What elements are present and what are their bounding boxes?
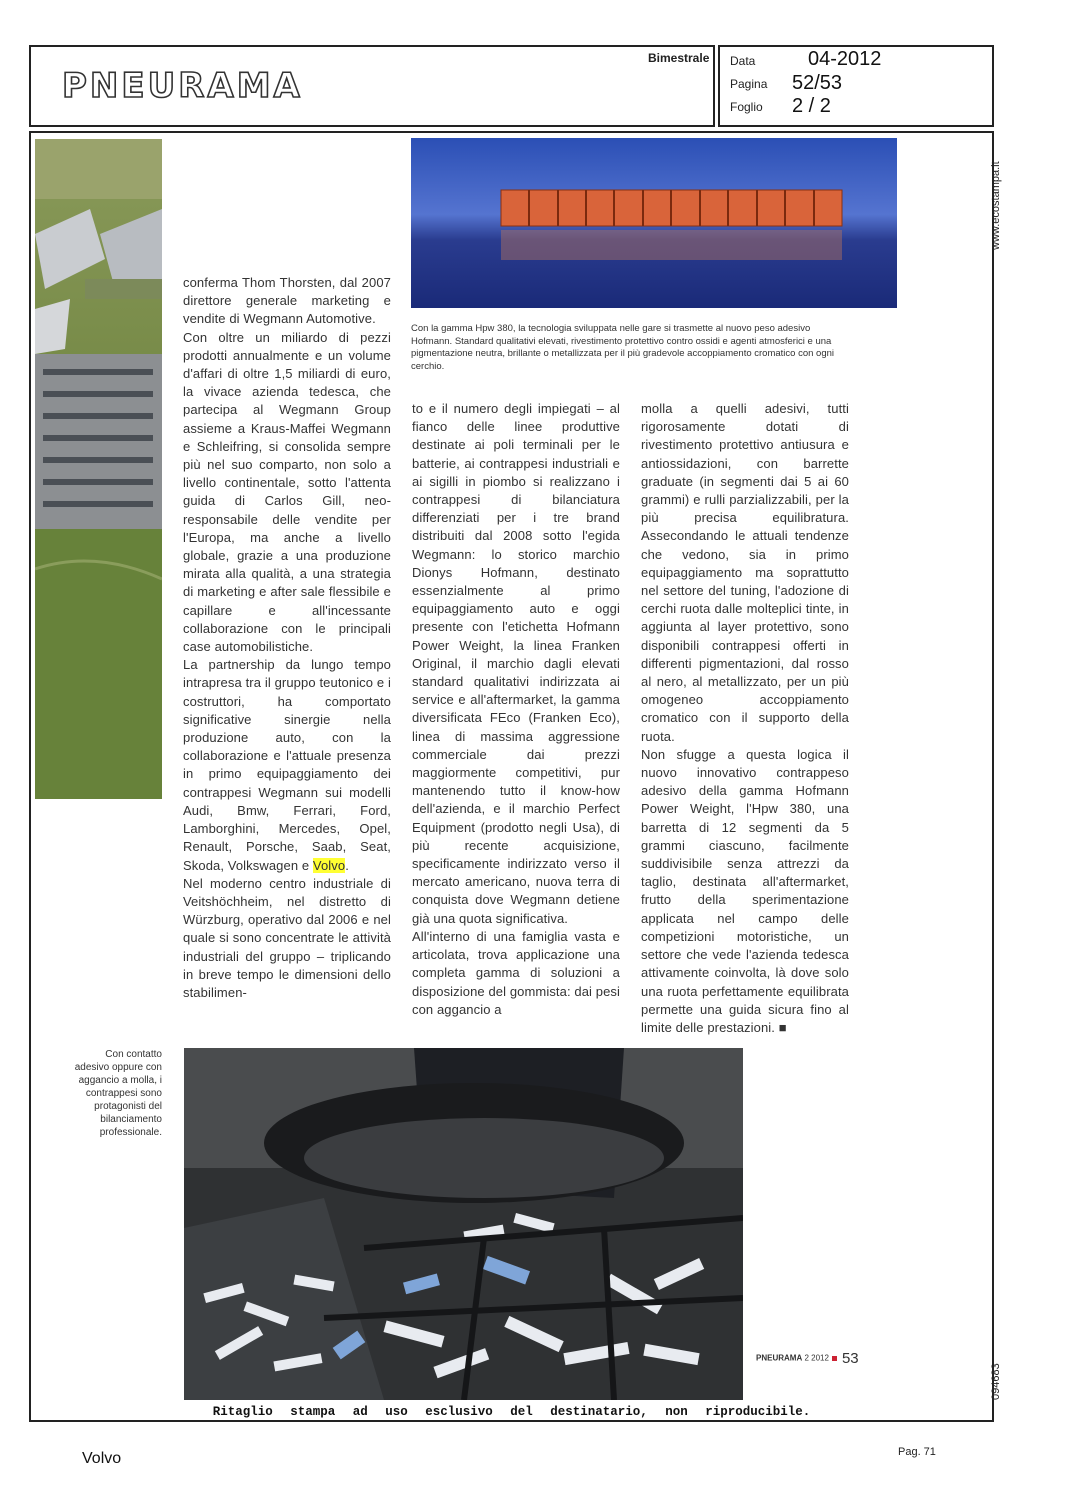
col1-paragraph: Nel moderno centro industriale di Veitshöchheim, nel distretto di Würzburg, operativo dal 2006 e nel quale si sono concentrate le attività industriali del gruppo – triplicando in breve tempo le dimensioni dello stabilimen- — [183, 875, 391, 1000]
article-column-3 — [641, 400, 849, 1037]
pagina-value: 52/53 — [792, 72, 843, 94]
col2-paragraph: All'interno di una famiglia vasta e articolata, trova applicazione una completa gamma di soluzioni a disposizione del gommista: dai pesi con aggancio a — [412, 928, 620, 1017]
page-folio — [756, 1350, 859, 1367]
product-photo-hpw380 — [411, 138, 897, 308]
side-url-text: www.ecostampa.it — [990, 161, 1002, 250]
pagina-label: Pagina — [730, 77, 768, 91]
magazine-logo: PNEURAMA — [62, 66, 303, 106]
clipping-disclaimer: Ritaglio stampa ad uso esclusivo del destinatario, non riproducibile. — [212, 1405, 811, 1419]
folio-square-icon — [832, 1356, 837, 1361]
col2-paragraph: to e il numero degli impiegati – al fianco delle linee produttive destinate ai poli terminali per le batterie, ai contrappesi industriali e ai sigilli in piombo si realizzano i contrappesi di bilanciatura differenziati per i tre brand distribuiti dal 2008 sotto l'egida Wegmann: lo storico marchio Dionys Hofmann, destinato essenzialmente al primo equipaggiamento auto e oggi presente con l'etichetta Hofmann Power Weight, la linea Franken Original, il marchio dagli elevati standard qualitativi indirizzata ai service e all'aftermarket, la gamma diversificata FEco (Franken Eco), linea di massima aggressione commerciale dai prezzi maggiormente competitivi, pur mantenendo tutto il know-how dell'azienda, e il marchio Perfect Equipment (prodotto negli Usa), di più recente acquisizione, specificamente indirizzato verso il mercato americano, nuova terra di conquista dove Wegmann detiene già una quota significativa. — [412, 401, 620, 926]
folio-magazine: PNEURAMA — [756, 1353, 803, 1363]
article-column-2 — [412, 400, 620, 1019]
frequency-label: Bimestrale — [648, 51, 710, 65]
folio-issue: 2 2012 — [804, 1353, 829, 1363]
col1-paragraph: conferma Thom Thorsten, dal 2007 direttore generale marketing e vendite di Wegmann Automotive. — [183, 275, 391, 327]
footer-keyword: Volvo — [82, 1450, 122, 1467]
col1-paragraph: Con oltre un miliardo di pezzi prodotti annualmente e un volume d'affari di oltre 1,5 miliardi di euro, la vivace azienda tedesca, che partecipa al Wegmann Group assieme a Kraus-Maffei Wegmann e Schleifring, si consolida sempre più nel suo comparto, non solo a livello continentale, sotto l'attenta guida di Carlos Gill, neo-responsabile delle vendite per l'Europa, ma anche a livello globale, grazie a una produzione mirata alla qualità, a una strategia di marketing e after sale flessibile e capillare e all'incessante collaborazione con le principali case automobilistiche. — [183, 329, 391, 655]
article-column-1 — [183, 274, 391, 1002]
data-value: 04-2012 — [808, 48, 882, 70]
highlighted-keyword: Volvo — [312, 857, 346, 873]
col1-paragraph — [183, 656, 391, 874]
col3-paragraph: Non sfugge a questa logica il nuovo innovativo contrappeso adesivo della gamma Hofmann Power Weight, l'Hpw 380, una barretta di 12 segmenti da 5 grammi ciascuno, facilmente suddivisibile senza attrezzi da taglio, destinata all'aftermarket, frutto della sperimentazione applicata nel campo delle competizioni motoristiche, un settore che vede l'azienda tedesca attivamente coinvolta, là dove solo una ruota perfettamente equilibrata permette una guida sicura fino al limite delle prestazioni. ■ — [641, 746, 849, 1035]
folio-page-number: 53 — [841, 1350, 859, 1367]
foglio-label: Foglio — [730, 100, 763, 114]
footer-page: Pag. 71 — [898, 1446, 936, 1458]
side-code-text: 094683 — [990, 1363, 1002, 1400]
foglio-value: 2 / 2 — [792, 95, 831, 117]
side-url — [986, 150, 1006, 250]
photo-caption-top: Con la gamma Hpw 380, la tecnologia sviluppata nelle gare si trasmette al nuovo peso adesivo Hofmann. Standard qualitativi elevati, rivestimento protettivo contro ossidi e agenti atmosferici e una pigmentazione neutra, brillante o metallizzata per il più gradevole accoppiamento cromatico con ogni cerchio. — [411, 323, 834, 372]
col3-paragraph: molla a quelli adesivi, tutti rigorosamente dotati di rivestimento protettivo antiusura e antiossidazioni, con barrette graduate (in segmenti dai 5 ai 60 grammi) e rulli parzializzabili, per la più precisa equilibratura. Assecondando le attuali tendenze che vedono, sia in primo equipaggiamento ma soprattutto nel settore del tuning, l'adozione di cerchi ruota dalle molteplici tinte, in aggiunta al layer protettivo, sono disponibili contrappesi offerti in differenti pigmentazioni, dal rosso al nero, al metallizzato, per un più omogeneo accoppiamento cromatico con il supporto della ruota. — [641, 401, 849, 744]
col1-text-end: . — [345, 857, 349, 873]
col1-text: La partnership da lungo tempo intrapresa tra il gruppo teutonico e i costruttori, ha comportato significative sinergie nella produzione auto, con la collaborazione e l'attuale presenza in primo equipaggiamento dei contrappesi Wegmann sui modelli Audi, Bmw, Ferrari, Ford, Lamborghini, Mercedes, Opel, Renault, Porsche, Saab, Seat, Skoda, Volkswagen e — [183, 657, 391, 873]
data-label: Data — [730, 54, 756, 68]
wheel-weights-photo — [184, 1048, 743, 1400]
aerial-photo — [35, 139, 162, 799]
photo-caption-left: Con contatto adesivo oppure con aggancio a molla, i contrappesi sono protagonisti del bilanciamento professionale. — [74, 1049, 162, 1138]
